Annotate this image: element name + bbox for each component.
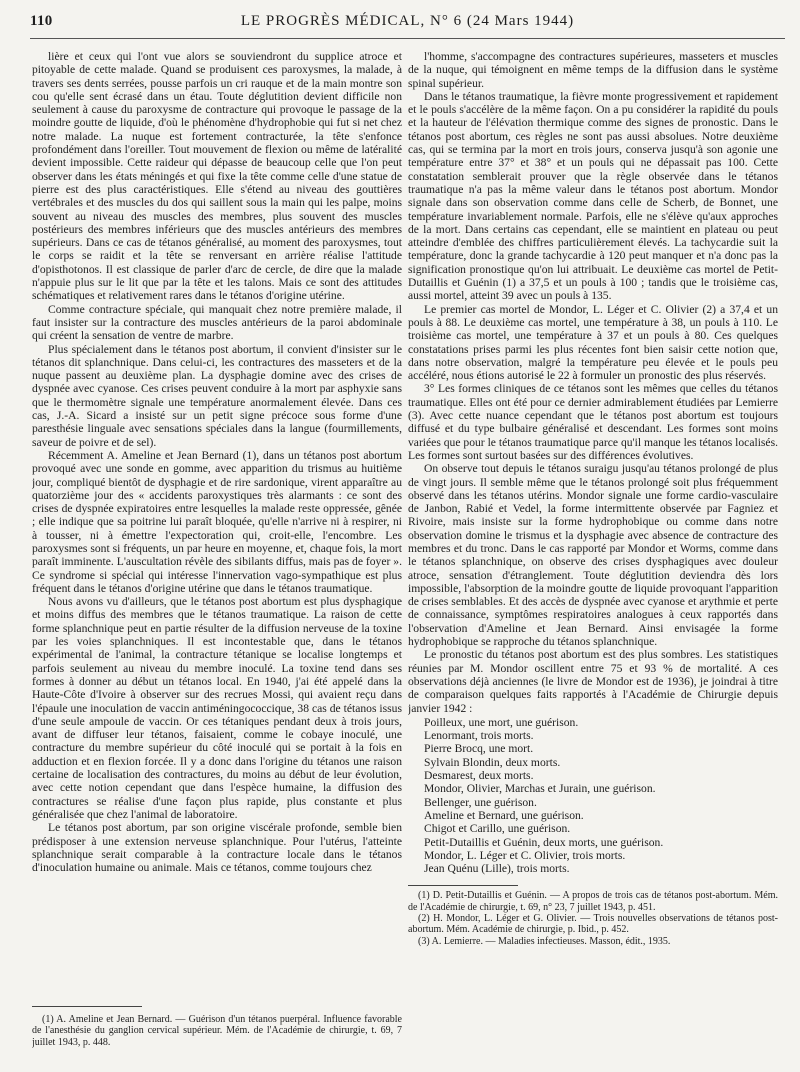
paragraph: Le pronostic du tétanos post abortum est des plus sombres. Les statistiques réunies par M. Mondor oscillent entre 75 et 93 % de mortalité. A ces observations déjà anciennes (le livre de Mondor est de 1936), je joindrai à titre de comparaison quelques faits rapportés à l'Académie de Chirurgie depuis janvier 1942 : bbox=[408, 648, 778, 715]
paragraph: Récemment A. Ameline et Jean Bernard (1), dans un tétanos post abortum provoqué avec une sonde en gomme, avec apparition du trismus au huitième jour, compliqué bientôt de dysphagie et de rire sardonique, virent apparaître au quatorzième jour des « accidents paroxystiques très alarmants : ce sont des crises de dyspnée expiratoires entre lesquelles la malade reste oppressée, gênée ; elle indique que sa poitrine lui paraît bloquée, qu'elle n'arrive ni à respirer, ni à tousser, ni à émettre l'expectoration qui, croit-elle, l'encombre. Les paroxysmes sont si fréquents, un par heure en moyenne, et, chaque fois, la mort paraît imminente. L'auscultation révèle des sibilants diffus, mais pas de foyer ». Ce syndrome si spécial qui intéresse l'innervation vago-sympathique est plus fréquent dans le tétanos d'origine utérine que dans le tétanos traumatique. bbox=[32, 448, 402, 595]
left-column bbox=[32, 50, 402, 1065]
footnote: (1) D. Petit-Dutaillis et Guénin. — A propos de trois cas de tétanos post-abortum. Mém. de l'Académie de chirurgie, t. 69, n° 23, 7 juillet 1943, p. 451. bbox=[408, 890, 778, 913]
footnote: (1) A. Ameline et Jean Bernard. — Guérison d'un tétanos puerpéral. Influence favorable de l'anesthésie du ganglion cervical supérieur. Mém. de l'Académie de chirurgie, t. 69, 7 juillet 1943, p. 448. bbox=[32, 1014, 402, 1048]
list-item: Poilleux, une mort, une guérison. bbox=[424, 715, 579, 729]
footnote-rule bbox=[408, 885, 518, 886]
running-title: LE PROGRÈS MÉDICAL, N° 6 (24 Mars 1944) bbox=[240, 13, 575, 29]
list-item: Mondor, Olivier, Marchas et Jurain, une guérison. bbox=[424, 782, 656, 796]
list-item: Lenormant, trois morts. bbox=[424, 729, 534, 743]
paragraph: l'homme, s'accompagne des contractures supérieures, masseters et muscles de la nuque, qui témoignent en même temps de la diffusion dans le système spinal supérieur. bbox=[408, 50, 778, 90]
paragraph: Plus spécialement dans le tétanos post abortum, il convient d'insister sur le tétanos dit splanchnique. Dans celui-ci, les contractures des masseters et de la nuque passent au deuxième plan. La dysphagie domine avec des crises de dyspnée avec cyanose. Ces crises peuvent conduire à la mort par asphyxie sans que le thermomètre signale une température anormalement élevée. Dans ces cas, J.-A. Sicard a insisté sur un petit signe précoce sous forme d'une paresthésie linguale avec sensations spéciales dans la langue (fourmillements, saveur de poivre et de sel). bbox=[32, 342, 402, 449]
page-header bbox=[30, 4, 785, 39]
list-item: Jean Quénu (Lille), trois morts. bbox=[424, 862, 570, 876]
paragraph: Nous avons vu d'ailleurs, que le tétanos post abortum est plus dysphagique et moins diffus des membres que le tétanos traumatique. La raison de cette forme splanchnique peut en partie résulter de la diffusion nerveuse de la toxine par les voies splanchniques. Il est incontestable que, dans le tétanos expérimental de l'animal, la contracture tétanique se localise longtemps et parfois seulement au niveau du membre inoculé. La toxine tend dans ses formes à donner au début un tétanos local. En 1940, j'ai été appelé dans la Haute-Côte d'Ivoire à observer sur des recrues Mossi, qui avaient reçu dans l'épaule une inoculation de vaccin antiméningococcique, 38 cas de tétanos issus d'une seule ampoule de vaccin. Or ces tétaniques pendant deux à trois jours, avant de diffuser leur tétanos, faisaient, comme le cobaye inoculé, une contracture du membre supérieur du côté inoculé qui se portait à la fois en adduction et en flexion forcée. Il y a donc dans l'origine du tétanos une raison certaine de localisation des contractures, du moins au début de leur évolution, avec cette notion cependant que dans l'espèce humaine, la diffusion des contractures se réalise d'une façon plus rapide, plus constante et plus généralisée que chez l'animal de laboratoire. bbox=[32, 595, 402, 821]
list-item: Sylvain Blondin, deux morts. bbox=[424, 755, 561, 769]
paragraph: Comme contracture spéciale, qui manquait chez notre première malade, il faut insister sur la contracture des muscles antérieurs de la paroi abdominale qui créent la sensation de ventre de marbre. bbox=[32, 302, 402, 343]
list-item: Pierre Brocq, une mort. bbox=[424, 742, 534, 756]
list-item: Petit-Dutaillis et Guénin, deux morts, une guérison. bbox=[424, 835, 664, 849]
case-list bbox=[424, 716, 778, 876]
list-item: Chigot et Carillo, une guérison. bbox=[424, 822, 571, 836]
paragraph: lière et ceux qui l'ont vue alors se souviendront du supplice atroce et pitoyable de cette malade. Quand se produisent ces paroxysmes, la malade, à travers ses dents serrées, pousse parfois un cri rauque et de la main montre son cou qu'elle sent écrasé dans un étau. Toute déglutition devient difficile non seulement à cause du paroxysme de contracture qui provoque le passage de la moindre goutte de liquide, d'où le phénomène d'hydrophobie qui fut si net chez notre malade. La nuque est fortement contracturée, la tête s'enfonce profondément dans l'oreiller. Tout mouvement de flexion ou même de latéralité devient impossible. Cette raideur qui dépasse de beaucoup celle que l'on peut observer dans les états méningés et qui fixe la tête comme celle d'une statue de pierre est des plus caractéristiques. Elle s'étend au niveau des gouttières vertébrales et des muscles du dos qui saillent sous la main qui les palpe, moins souvent au niveau des muscles des membres, plus souvent des muscles postérieurs des membres inférieurs que des muscles antérieurs des membres supérieurs. Dans ce cas de tétanos généralisé, au moment des paroxysmes, tout le corps se raidit et la tête se renversant en arrière réalise l'attitude d'opisthotonos. Il est classique de parler d'arc de cercle, de dire que la malade n'appuie plus sur le lit que par la tête et les talons. Mais ce sont des attitudes schématiques et relativement rares dans le tétanos d'origine utérine. bbox=[32, 50, 402, 303]
footnote: (2) H. Mondor, L. Léger et G. Olivier. — Trois nouvelles observations de tétanos post-abortum. Mém. Académie de chirurgie, p. Ibid., p. 452. bbox=[408, 913, 778, 936]
right-column bbox=[408, 50, 778, 1065]
paragraph: Le premier cas mortel de Mondor, L. Léger et C. Olivier (2) a 37,4 et un pouls à 88. Le deuxième cas mortel, une température à 38, un pouls à 110. Le troisième cas mortel, une température à 37 et un pouls à 80. Ces quelques constatations prises parmi les plus récentes font bien saisir cette notion que, dans notre observation, malgré la température peu élevée et le pouls peu accéléré, nous étions autorisé le 22 à formuler un pronostic des plus réservés. bbox=[408, 302, 778, 383]
paragraph: On observe tout depuis le tétanos suraigu jusqu'au tétanos prolongé de plus de vingt jours. Il semble même que le tétanos prolongé soit plus fréquemment observé dans les tétanos utérins. Mondor signale une forme cardio-vasculaire de Janbon, Rabié et Vedel, la forme intermittente observée par Fagniez et Rivoire, mais insiste sur la forme hydrophobique ou comme dans notre observation domine le trismus et la dysphagie avec absence de contracture des membres et du tronc. Dans le cas rapporté par Mondor et Worms, comme dans le tétanos splanchnique, on observe des crises dysphagiques avec douleur atroce, sensation d'étranglement. Toute déglutition deviendra dès lors impossible, l'absorption de la moindre goutte de liquide provoquant l'apparition de crises semblables. Et des accès de dyspnée avec cyanose et arythmie et perte de connaissance, symptômes respiratoires analogues à ceux rapportés dans l'observation d'Ameline et Jean Bernard. Ainsi envisagée la forme hydrophobique se rapproche du tétanos splanchnique. bbox=[408, 462, 778, 649]
paragraph: Le tétanos post abortum, par son origine viscérale profonde, semble bien prédisposer à une extension nerveuse splanchnique. Pour l'utérus, l'atteinte splanchnique serait comparable à la contracture locale dans le tétanos d'inoculation humaine ou animale. Mais ce tétanos, comme toujours chez bbox=[32, 821, 402, 875]
paragraph: 3° Les formes cliniques de ce tétanos sont les mêmes que celles du tétanos traumatique. Elles ont été pour ce dernier admirablement étudiées par Lemierre (3). Avec cette nuance cependant que le tétanos post abortum est toujours diffusé et du type bulbaire généralisé et descendant. Les formes sont moins variées que pour le tétanos traumatique parce qu'il manque les tétanos localisés. Les formes sont surtout basées sur des différences évolutives. bbox=[408, 382, 778, 462]
footnote: (3) A. Lemierre. — Maladies infectieuses. Masson, édit., 1935. bbox=[418, 935, 671, 947]
list-item: Ameline et Bernard, une guérison. bbox=[424, 808, 584, 822]
list-item: Mondor, L. Léger et C. Olivier, trois morts. bbox=[424, 848, 626, 862]
list-item: Bellenger, une guérison. bbox=[424, 795, 537, 809]
list-item: Desmarest, deux morts. bbox=[424, 769, 534, 783]
page-number: 110 bbox=[30, 13, 53, 29]
footnotes bbox=[32, 1014, 402, 1048]
paragraph: Dans le tétanos traumatique, la fièvre monte progressivement et rapidement et le pouls s'accélère de la même façon. On a pu considérer la rapidité du pouls et la hauteur de l'élévation thermique comme des signes de pronostic. Dans le tétanos post abortum, ces règles ne sont pas aussi absolues. Notre deuxième cas, qui se termina par la mort en trois jours, conserva jusqu'à son agonie une température entre 37° et 38° et un pouls qui ne dépassait pas 100. Cette constatation semblerait prouver que la règle observée dans le tétanos traumatique n'a pas la même valeur dans le tétanos post abortum. Mondor signale dans son observation comme dans celle de Scherb, de Bonnet, une température invariablement normale. Parfois, elle ne s'élève qu'aux approches de la mort. Dans certains cas cependant, elle se maintient en plateau ou peut atteindre d'emblée des chiffres particulièrement élevés. La tachycardie suit la température, donc la grande tachycardie à 120 peut manquer et n'a donc pas la signification pronostique qu'on lui attribuait. Le deuxième cas mortel de Petit-Dutaillis et Guénin (1) a 37,5 et un pouls à 100 ; tandis que le troisième cas, aussi mortel, atteint 39 avec un pouls à 135. bbox=[408, 89, 778, 303]
footnote-rule bbox=[32, 1006, 142, 1007]
